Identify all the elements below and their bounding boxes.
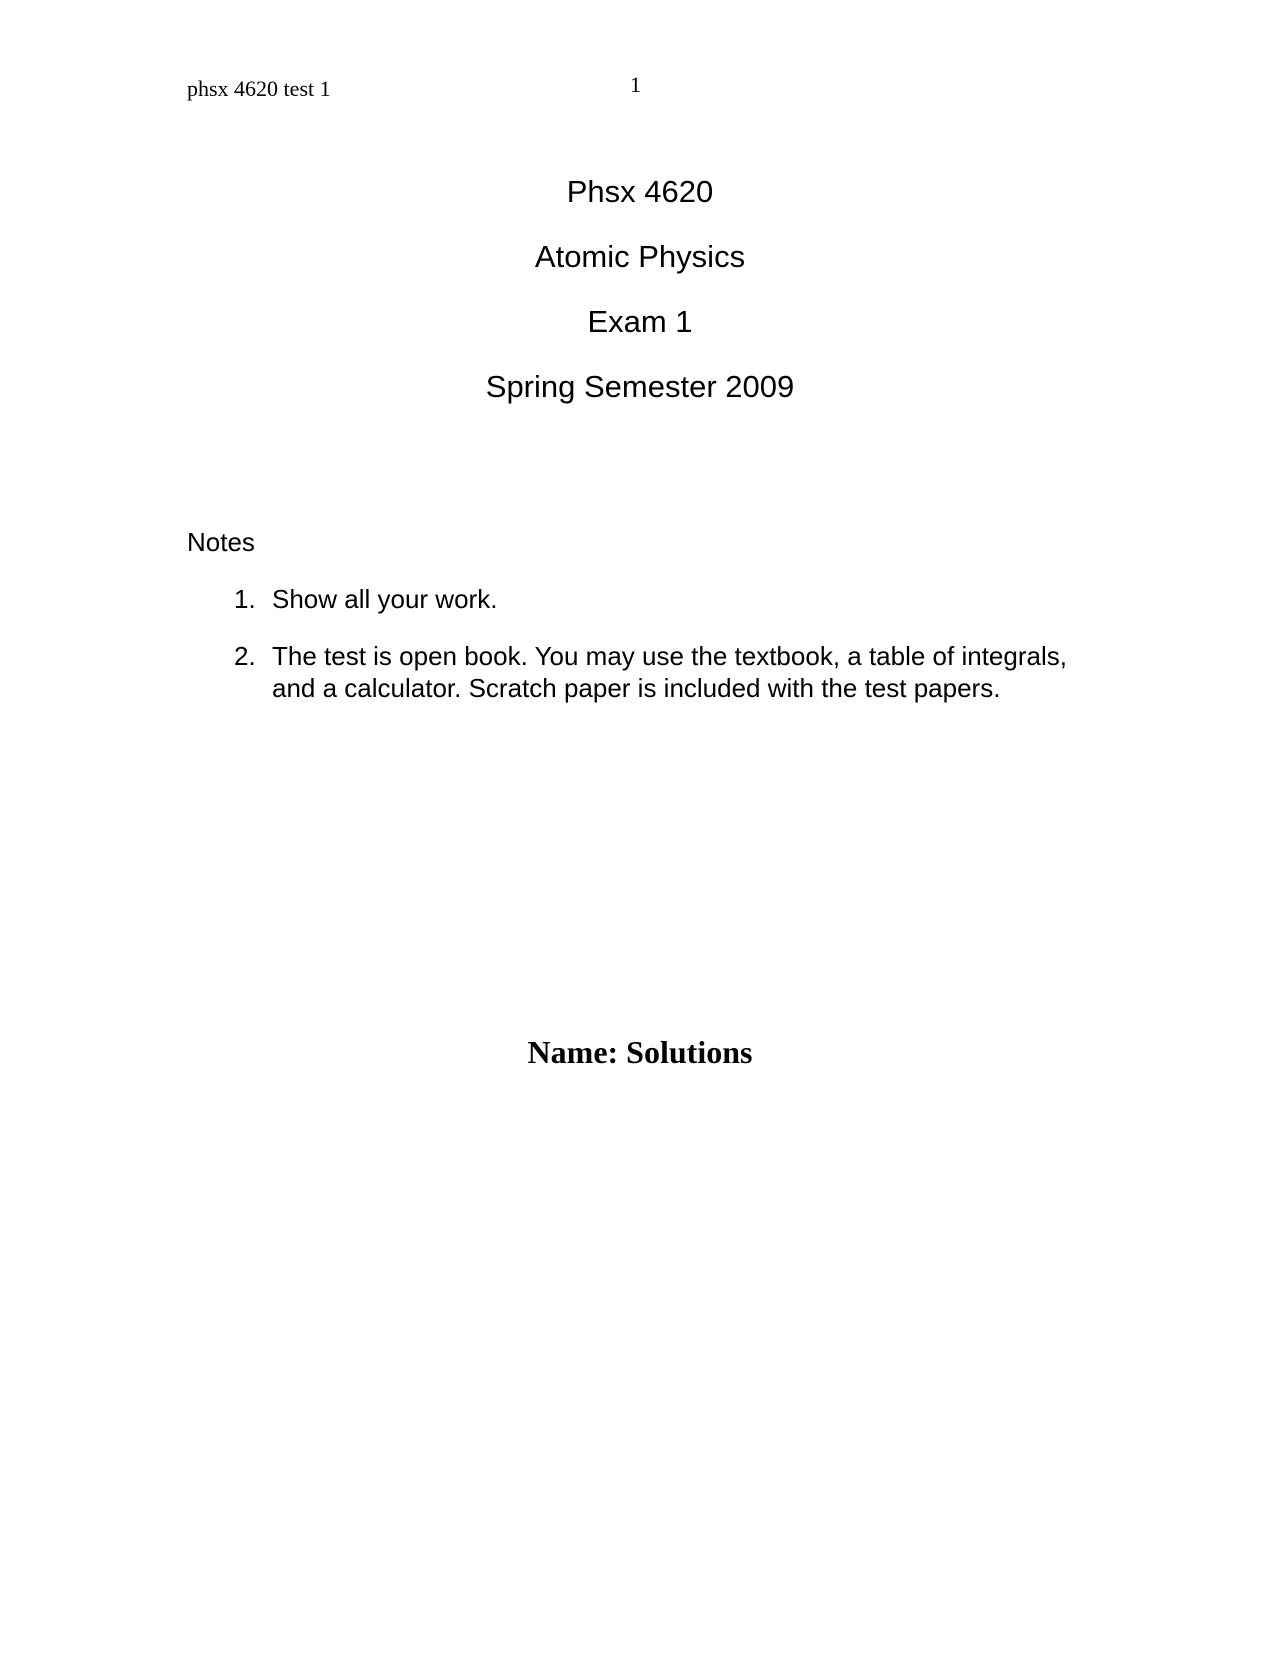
course-title: Phsx 4620 — [566, 174, 714, 209]
note-number: 1. — [234, 584, 256, 614]
note-item — [230, 583, 1070, 616]
subject-title: Atomic Physics — [534, 239, 746, 274]
exam-title: Exam 1 — [587, 304, 693, 339]
notes-list — [230, 583, 1070, 729]
title-block — [0, 172, 1280, 432]
page-number: 1 — [630, 72, 641, 97]
note-item — [230, 640, 1070, 705]
running-header: phsx 4620 test 1 — [187, 76, 331, 101]
notes-heading: Notes — [187, 527, 255, 557]
note-text: Show all your work. — [272, 584, 498, 614]
name-field: Name: Solutions — [527, 1034, 753, 1070]
note-number: 2. — [234, 640, 256, 671]
semester-title: Spring Semester 2009 — [485, 369, 795, 404]
note-text: The test is open book. You may use the textbook, a table of integrals, and a calculator. Scratch paper is included with the test papers. — [272, 640, 1067, 703]
